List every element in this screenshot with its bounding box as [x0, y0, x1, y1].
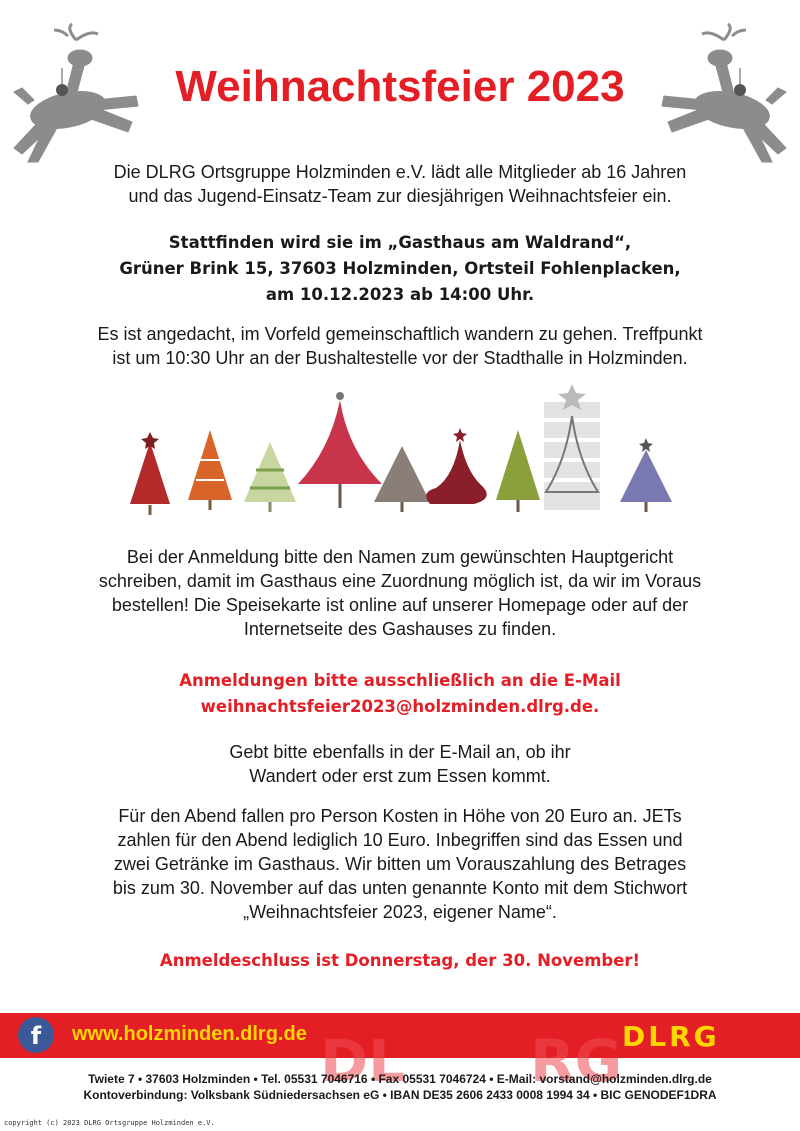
footer-bank: Kontoverbindung: Volksbank Südniedersachsen eG • IBAN DE35 2606 2433 0008 1994 34 • BIC GENODEF1DRA	[83, 1088, 717, 1102]
christmas-tree-icon	[188, 430, 232, 510]
dlrg-logo: DLRG	[622, 1020, 720, 1053]
christmas-tree-icon	[426, 428, 487, 504]
star-icon	[453, 428, 467, 442]
christmas-tree-icon	[496, 430, 540, 512]
registration-paragraph: Bei der Anmeldung bitte den Namen zum gewünschten Hauptgericht schreiben, damit im Gasthaus eine Zuordnung möglich ist, da wir im Voraus bestellen! Die Speisekarte ist online auf unserer Homepage oder auf der Internetseite des Gashauses zu finden.	[98, 547, 702, 639]
facebook-icon[interactable]: f	[18, 1017, 54, 1053]
christmas-tree-icon	[244, 442, 296, 512]
costs-paragraph: Für den Abend fallen pro Person Kosten in Höhe von 20 Euro an. JETs zahlen für den Abend lediglich 10 Euro. Inbegriffen sind das Essen und zwei Getränke im Gasthaus. Wir bitten um Vorauszahlung des Betrages bis zum 30. November auf das unten genannte Konto mit dem Stichwort „Weihnachtsfeier 2023, eigener Name“.	[112, 806, 688, 922]
hint-paragraph: Gebt bitte ebenfalls in der E-Mail an, ob ihr Wandert oder erst zum Essen kommt.	[229, 742, 571, 786]
deadline-notice: Anmeldeschluss ist Donnerstag, der 30. November!	[159, 951, 641, 970]
copyright-notice: copyright (c) 2023 DLRG Ortsgruppe Holzminden e.V.	[4, 1119, 215, 1127]
christmas-tree-icon	[298, 392, 382, 508]
page-title: Weihnachtsfeier 2023	[175, 62, 625, 111]
intro-paragraph: Die DLRG Ortsgruppe Holzminden e.V. lädt alle Mitglieder ab 16 Jahren und das Jugend-Einsatz-Team zur diesjährigen Weihnachtsfeier ein.	[113, 162, 687, 206]
footer-address: Twiete 7 • 37603 Holzminden • Tel. 05531 7046716 • Fax 05531 7046724 • E-Mail: vorstand@holzminden.dlrg.de	[88, 1072, 712, 1086]
website-link[interactable]: www.holzminden.dlrg.de	[72, 1023, 307, 1045]
logo-watermark: RG	[530, 1027, 623, 1095]
christmas-tree-icon	[544, 384, 600, 510]
venue-paragraph: Stattfinden wird sie im „Gasthaus am Waldrand“, Grüner Brink 15, 37603 Holzminden, Ortsteil Fohlenplacken, am 10.12.2023 ab 14:00 Uhr.	[119, 233, 681, 304]
star-icon	[639, 438, 653, 452]
christmas-tree-icon	[130, 432, 170, 515]
email-link[interactable]: weihnachtsfeier2023@holzminden.dlrg.de.	[200, 697, 600, 716]
hike-paragraph: Es ist angedacht, im Vorfeld gemeinschaftlich wandern zu gehen. Treffpunkt ist um 10:30 Uhr an der Bushaltestelle vor der Stadthalle in Holzminden.	[97, 324, 703, 368]
christmas-trees-illustration	[120, 380, 680, 520]
logo-watermark: DL	[320, 1027, 406, 1095]
email-notice: Anmeldungen bitte ausschließlich an die E-Mail weihnachtsfeier2023@holzminden.dlrg.de.	[40, 668, 760, 720]
christmas-tree-icon	[620, 438, 672, 512]
christmas-tree-icon	[374, 446, 430, 512]
